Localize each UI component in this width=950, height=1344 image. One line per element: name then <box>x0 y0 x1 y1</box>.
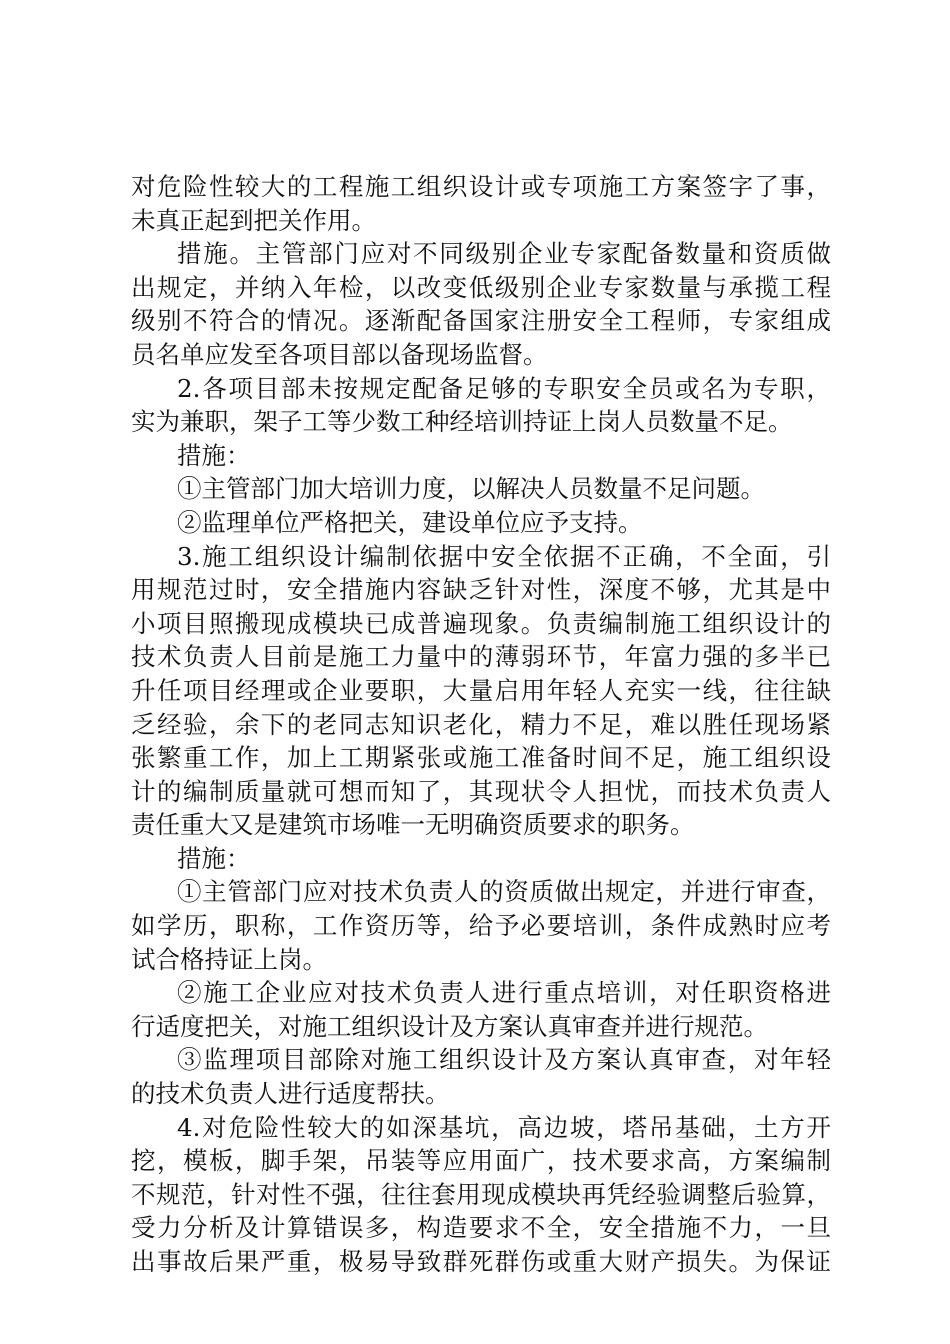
text-line: 技术负责人目前是施工力量中的薄弱环节，年富力强的多半已 <box>131 642 831 672</box>
text-line: 的技术负责人进行适度帮扶。 <box>131 1079 450 1109</box>
text-line: 措施。主管部门应对不同级别企业专家配备数量和资质做 <box>177 239 831 269</box>
text-line: 用规范过时，安全措施内容缺乏针对性，深度不够，尤其是中 <box>131 575 831 605</box>
text-line: 责任重大又是建筑市场唯一无明确资质要求的职务。 <box>131 810 695 840</box>
text-line: 4.对危险性较大的如深基坑，高边坡，塔吊基础，土方开 <box>177 1112 831 1142</box>
document-body-text <box>131 170 831 1279</box>
text-line: 措施： <box>177 440 251 470</box>
text-line: 3.施工组织设计编制依据中安全依据不正确，不全面，引 <box>177 541 831 571</box>
text-line: 不规范，针对性不强，往往套用现成模块再凭经验调整后验算， <box>131 1179 831 1209</box>
text-line: 试合格持证上岗。 <box>131 944 327 974</box>
text-line: 挖，模板，脚手架，吊装等应用面广，技术要求高，方案编制 <box>131 1146 831 1176</box>
text-line: 未真正起到把关作用。 <box>131 205 376 235</box>
text-line: 级别不符合的情况。逐渐配备国家注册安全工程师，专家组成 <box>131 306 831 336</box>
text-line: 小项目照搬现成模块已成普遍现象。负责编制施工组织设计的 <box>131 608 831 638</box>
text-line: 计的编制质量就可想而知了，其现状令人担忧，而技术负责人 <box>131 776 831 806</box>
text-line: ①主管部门加大培训力度，以解决人员数量不足问题。 <box>177 474 765 504</box>
text-line: 出事故后果严重，极易导致群死群伤或重大财产损失。为保证 <box>131 1247 831 1276</box>
text-line: 行适度把关，对施工组织设计及方案认真审查并进行规范。 <box>131 1011 768 1041</box>
text-line: 受力分析及计算错误多，构造要求不全，安全措施不力，一旦 <box>131 1213 831 1243</box>
text-line: ③监理项目部除对施工组织设计及方案认真审查，对年轻 <box>177 1045 831 1075</box>
text-line: 员名单应发至各项目部以备现场监督。 <box>131 339 548 369</box>
text-line: ②施工企业应对技术负责人进行重点培训，对任职资格进 <box>177 978 831 1008</box>
text-line: 实为兼职，架子工等少数工种经培训持证上岗人员数量不足。 <box>131 407 793 437</box>
text-line: 升任项目经理或企业要职，大量启用年轻人充实一线，往往缺 <box>131 675 831 705</box>
text-line: 对危险性较大的工程施工组织设计或专项施工方案签字了事， <box>131 172 831 201</box>
text-line: ②监理单位严格把关，建设单位应予支持。 <box>177 507 643 537</box>
text-line: 出规定，并纳入年检，以改变低级别企业专家数量与承揽工程 <box>131 272 831 302</box>
text-line: 2.各项目部未按规定配备足够的专职安全员或名为专职， <box>177 373 831 403</box>
text-line: 张繁重工作，加上工期紧张或施工准备时间不足，施工组织设 <box>131 743 831 773</box>
text-line: 乏经验，余下的老同志知识老化，精力不足，难以胜任现场紧 <box>131 709 831 739</box>
text-line: ①主管部门应对技术负责人的资质做出规定，并进行审查， <box>177 877 831 907</box>
text-line: 如学历，职称，工作资历等，给予必要培训，条件成熟时应考 <box>131 911 831 941</box>
text-line: 措施： <box>177 843 251 873</box>
